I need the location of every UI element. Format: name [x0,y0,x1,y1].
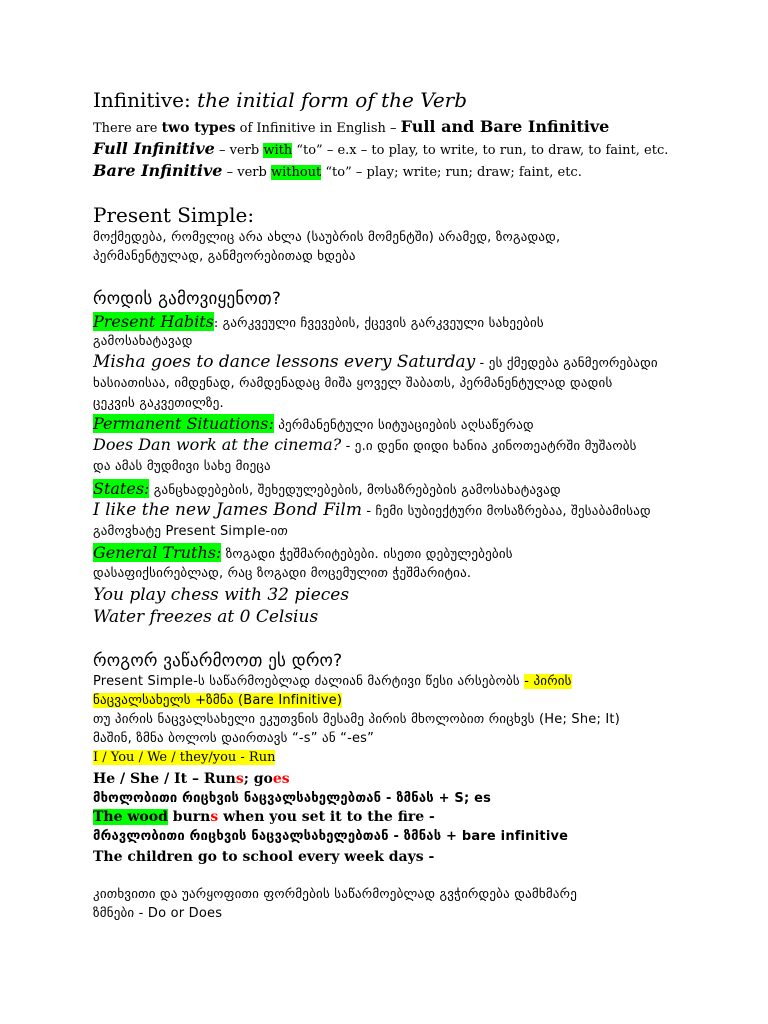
example-3-georgian: - ჩემი სუბიექტური მოსაზრებაა, შესაბამისად [361,504,651,519]
states-line [93,479,561,498]
singular-rule: მხოლობითი რიცხვის ნაცვალსახელებთან - ზმნას + S; es [93,791,492,806]
types-line [93,117,609,136]
states-label: States: [93,479,150,498]
wood-suffix-s: s [210,809,219,825]
present-simple-desc-2: პერმანენტულად, განმეორებითად ხდება [93,249,356,264]
example-water: Water freezes at 0 Celsius [93,607,319,627]
full-post: “to” – e.x – to play, to write, to run, to draw, to faint, etc. [292,143,669,158]
truths-label: General Truths: [93,543,222,562]
present-simple-heading: Present Simple: [93,203,255,227]
rule-line-4: მაშინ, ზმნა ბოლოს დაირთავს “-s” ან “-es” [93,731,375,746]
bare-infinitive-line [93,161,582,180]
bare-post: “to” – play; write; run; draw; faint, etc. [321,165,582,180]
third-person-go: ; go [243,771,273,787]
example-3-english: I like the new James Bond Film [93,500,362,520]
rule-line-1 [93,674,572,689]
example-1-english: Misha goes to dance lessons every Saturday [93,352,476,372]
bare-infinitive-term: Bare Infinitive [93,161,223,180]
bare-highlight-without: without [270,165,322,180]
full-infinitive-term: Full Infinitive [93,139,215,158]
plural-rule: მრავლობითი რიცხვის ნაცვალსახელებთან - ზმნას + bare infinitive [93,829,569,844]
example-1-georgian-3: ცეკვის გაკვეთილზე. [93,396,224,411]
third-person-suffix-es: es [272,771,290,787]
truths-text-2: დასაფიქსირებლად, რაც ზოგადი მოცემულით ჭეშმარიტია. [93,566,472,581]
full-pre: – verb [214,143,264,158]
permanent-line [93,414,534,433]
pronouns-line [93,750,275,765]
rule-line-2 [93,693,342,708]
title-colon: : [183,88,191,112]
example-2-georgian: - ე.ი დენი დიდი ხანია კინოთეატრში მუშაობს [341,439,637,454]
example-2-line [93,435,637,454]
permanent-text: პერმანენტული სიტუაციების აღსაწერად [273,418,534,433]
wood-rest: when you set it to the fire - [218,809,435,825]
types-pre: There are [93,121,162,136]
habits-label: Present Habits [93,312,214,331]
wood-burn: burn [167,809,211,825]
permanent-label: Permanent Situations: [93,414,274,433]
title-subtitle: the initial form of the Verb [197,88,468,112]
types-emph: Full and Bare Infinitive [400,117,610,136]
wood-line [93,809,435,825]
rule-2-highlight: ნაცვალსახელს +ზმნა (Bare Infinitive) [93,693,343,708]
example-chess: You play chess with 32 pieces [93,585,350,605]
truths-line [93,543,513,562]
example-1-georgian: - ეს ქმედება განმეორებადი [475,356,658,371]
types-bold: two types [161,120,236,136]
example-3-line [93,500,651,520]
habits-line [93,312,544,331]
habits-colon: : [213,316,219,331]
present-simple-desc-1: მოქმედება, რომელიც არა ახლა (საუბრის მომენტში) არამედ, ზოგადად, [93,230,561,245]
how-form-heading: როგორ ვაწარმოოთ ეს დრო? [93,651,343,671]
truths-text: ზოგადი ჭეშმარიტებები. ისეთი დებულებების [221,547,513,562]
third-person-line [93,771,290,787]
pronouns-highlight: I / You / We / they/you - Run [93,750,276,765]
example-1-line [93,352,658,372]
when-use-heading: როდის გამოვიყენოთ? [93,289,282,309]
third-person-suffix-s: s [235,771,244,787]
aux-line-2: ზმნები - Do or Does [93,906,223,921]
third-person-text: He / She / It – Run [93,771,236,787]
full-infinitive-line [93,139,668,158]
wood-highlight: The wood [93,809,168,825]
page-title [93,88,467,112]
types-mid: of Infinitive in English – [235,121,401,136]
example-3-georgian-2: გამოვხატე Present Simple-ით [93,524,288,539]
rule-line-3: თუ პირის ნაცვალსახელი ეკუთვნის მესამე პირის მხოლობით რიცხვს (He; She; It) [93,712,620,727]
habits-text-2: გამოსახატავად [93,334,193,349]
rule-1-highlight: - პირის [524,674,572,689]
example-1-georgian-2: ხასიათისაა, იმდენად, რამდენადაც მიშა ყოველ შაბათს, პერმანენტულად დადის [93,376,613,391]
example-2-english: Does Dan work at the cinema? [93,435,342,454]
bare-pre: – verb [222,165,271,180]
example-2-georgian-2: და ამას მუდმივი სახე მიეცა [93,459,271,474]
habits-text: გარკვეული ჩვევების, ქცევის გარკვეული სახეების [218,316,544,331]
full-highlight-with: with [263,143,293,158]
aux-line-1: კითხვითი და უარყოფითი ფორმების საწარმოებლად გვჭირდება დამხმარე [93,887,578,902]
states-text: განცხადებების, შეხედულებების, მოსაზრებების გამოსახატავად [149,483,561,498]
children-line: The children go to school every week days - [93,849,435,865]
title-word: Infinitive [93,88,184,112]
rule-1-text: Present Simple-ს საწარმოებლად ძალიან მარტივი წესი არსებობს [93,674,525,689]
